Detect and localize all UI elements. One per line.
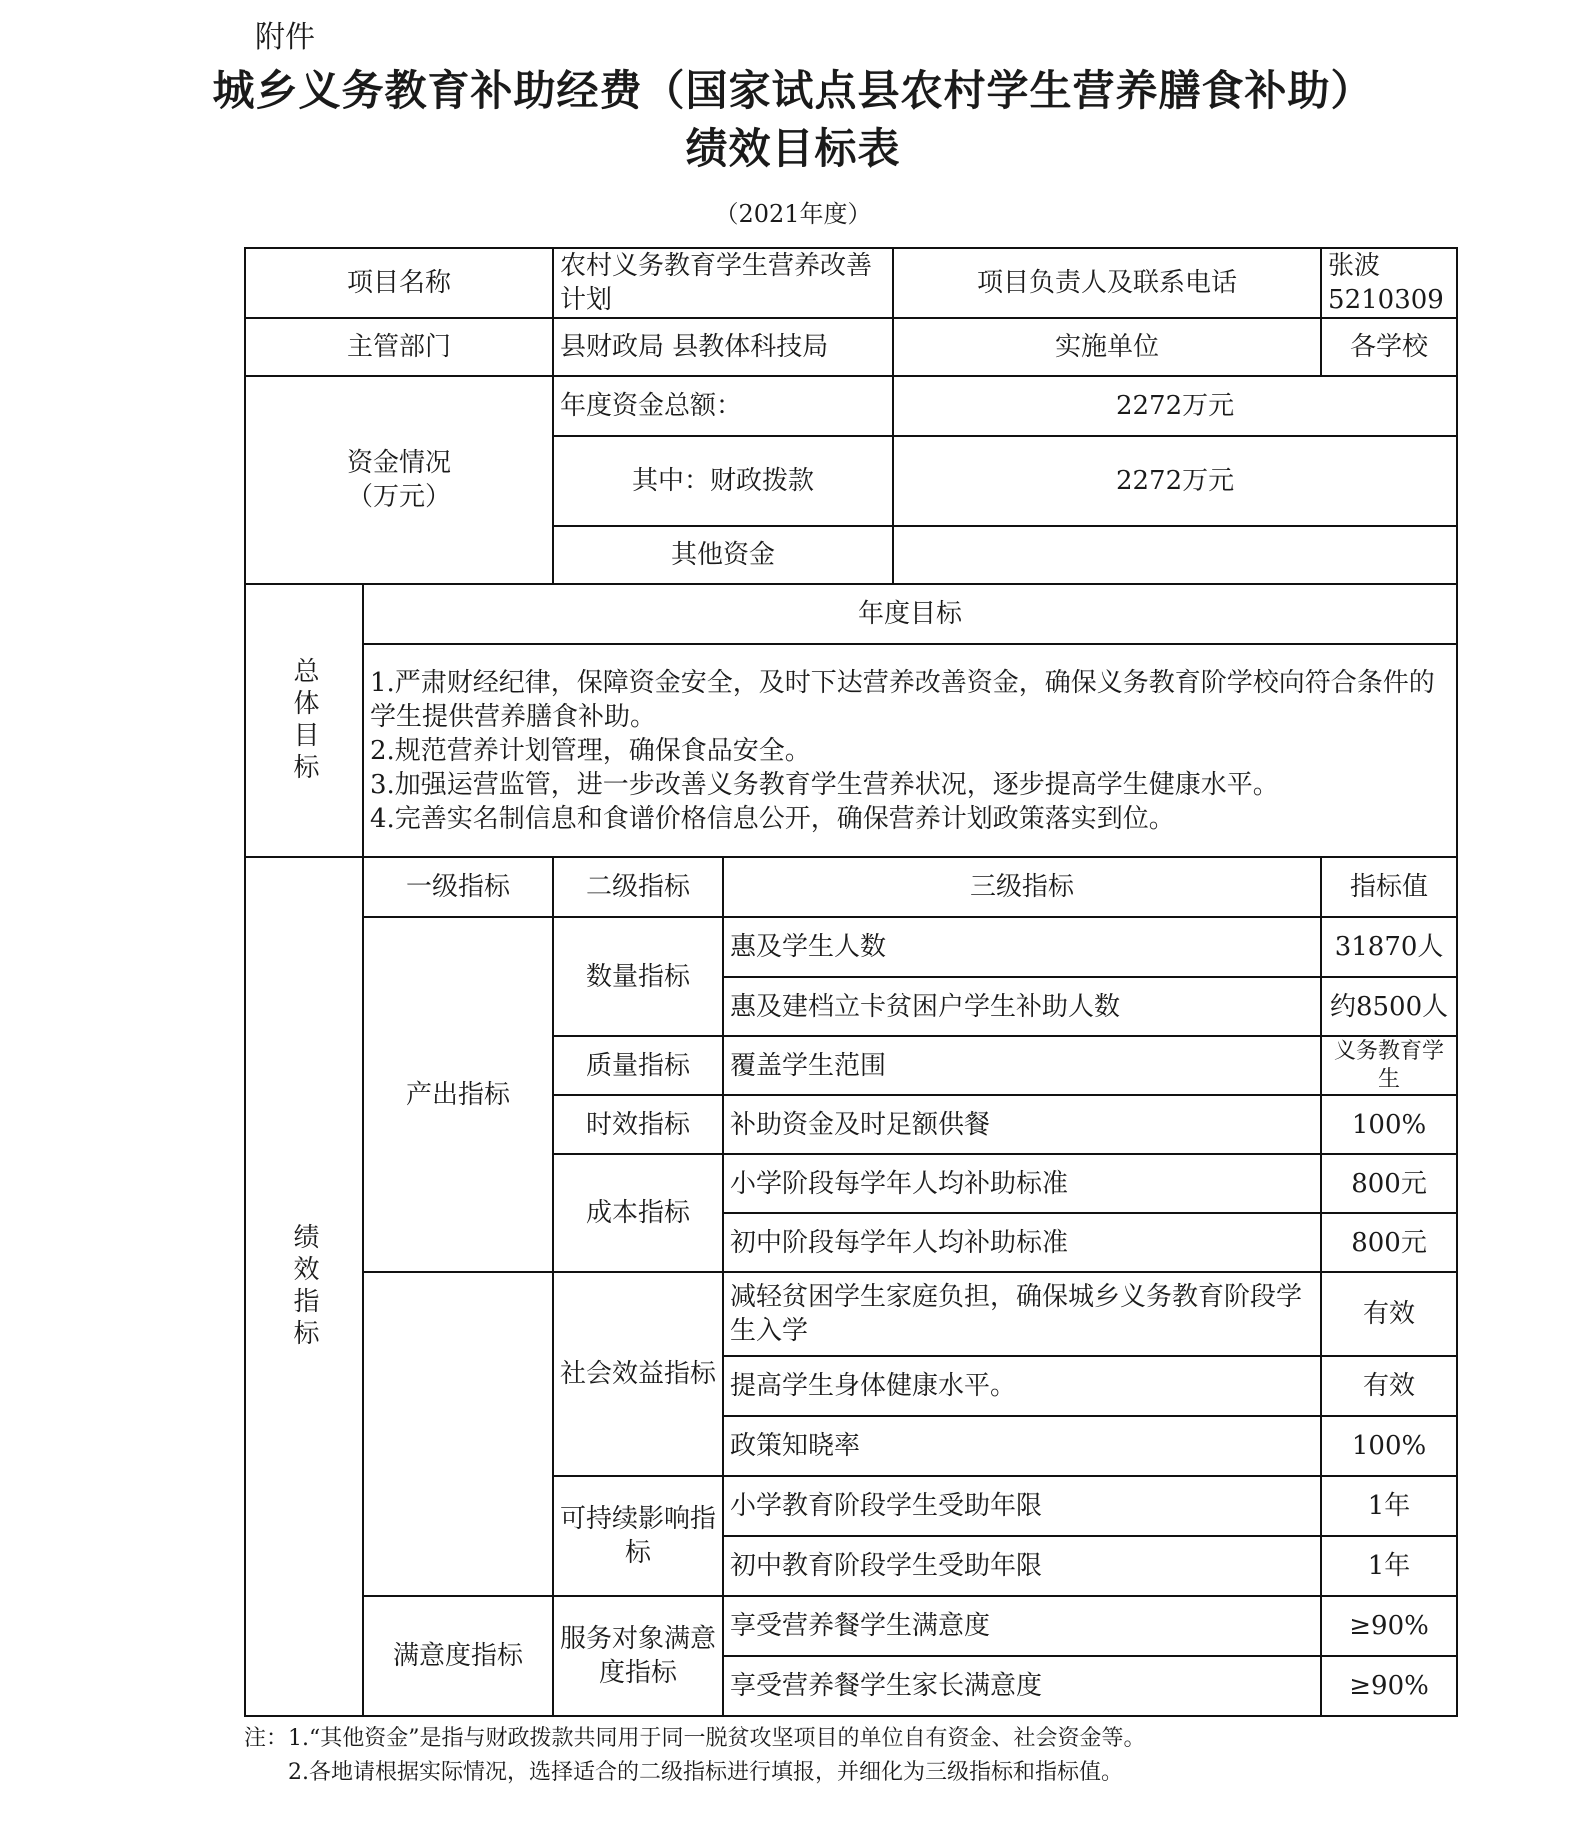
quantity-indicator: 数量指标 xyxy=(553,917,723,1036)
indicator-value: 1年 xyxy=(1321,1476,1457,1536)
indicator-value: 100% xyxy=(1321,1095,1457,1154)
project-name-label: 项目名称 xyxy=(245,248,553,318)
cost-indicator: 成本指标 xyxy=(553,1154,723,1272)
goals-content-row xyxy=(245,644,1457,857)
goals-header-row xyxy=(245,584,1457,644)
goal-item: 2.规范营养计划管理，确保食品安全。 xyxy=(370,735,811,766)
annual-goals-content xyxy=(363,644,1457,857)
funds-fiscal-label: 其中：财政拨款 xyxy=(553,436,893,526)
funds-total-row xyxy=(245,376,1457,436)
title-line-1: 城乡义务教育补助经费（国家试点县农村学生营养膳食补助） xyxy=(212,66,1374,115)
department-row xyxy=(245,318,1457,376)
fiscal-year: （2021年度） xyxy=(714,200,872,228)
funds-other-label: 其他资金 xyxy=(553,526,893,584)
project-name-value: 农村义务教育学生营养改善计划 xyxy=(553,248,893,318)
service-satisfaction-indicator: 服务对象满意度指标 xyxy=(553,1596,723,1716)
funds-unit: （万元） xyxy=(347,482,452,512)
level2-header: 二级指标 xyxy=(553,857,723,917)
performance-indicators-label: 绩效指标 xyxy=(245,857,363,1716)
level3-header: 三级指标 xyxy=(723,857,1321,917)
indicator-value: 有效 xyxy=(1321,1356,1457,1416)
indicator-name: 小学教育阶段学生受助年限 xyxy=(723,1476,1321,1536)
attachment-label: 附件 xyxy=(255,20,315,55)
footnote-1: 注：1.“其他资金”是指与财政拨款共同用于同一脱贫攻坚项目的单位自有资金、社会资金等。 xyxy=(244,1726,1146,1751)
indicator-name: 小学阶段每学年人均补助标准 xyxy=(723,1154,1321,1213)
annual-goals-header: 年度目标 xyxy=(363,584,1457,644)
indicator-name: 政策知晓率 xyxy=(723,1416,1321,1476)
funds-fiscal-value: 2272万元 xyxy=(893,436,1457,526)
indicator-value: 1年 xyxy=(1321,1536,1457,1596)
indicator-name: 减轻贫困学生家庭负担，确保城乡义务教育阶段学生入学 xyxy=(723,1272,1321,1356)
implementer-value: 各学校 xyxy=(1321,318,1457,376)
indicator-value: ≥90% xyxy=(1321,1596,1457,1656)
project-name-row xyxy=(245,248,1457,318)
indicator-value: 800元 xyxy=(1321,1213,1457,1272)
indicator-name: 惠及建档立卡贫困户学生补助人数 xyxy=(723,977,1321,1036)
value-header: 指标值 xyxy=(1321,857,1457,917)
indicators-header-row xyxy=(245,857,1457,917)
table-row xyxy=(245,917,1457,977)
satisfaction-indicator: 满意度指标 xyxy=(363,1596,553,1716)
overall-goals-label: 总体目标 xyxy=(245,584,363,857)
funds-other-value xyxy=(893,526,1457,584)
department-value: 县财政局 县教体科技局 xyxy=(553,318,893,376)
funds-total-label: 年度资金总额： xyxy=(553,376,893,436)
performance-target-table xyxy=(244,247,1458,1717)
project-owner-value: 张波 5210309 xyxy=(1321,248,1457,318)
indicator-value: 31870人 xyxy=(1321,917,1457,977)
social-benefit-indicator: 社会效益指标 xyxy=(553,1272,723,1476)
output-indicator: 产出指标 xyxy=(363,917,553,1272)
footnote-2: 2.各地请根据实际情况，选择适合的二级指标进行填报，并细化为三级指标和指标值。 xyxy=(288,1760,1123,1785)
implementer-label: 实施单位 xyxy=(893,318,1321,376)
indicator-name: 提高学生身体健康水平。 xyxy=(723,1356,1321,1416)
project-owner-label: 项目负责人及联系电话 xyxy=(893,248,1321,318)
indicator-name: 覆盖学生范围 xyxy=(723,1036,1321,1095)
indicator-name: 惠及学生人数 xyxy=(723,917,1321,977)
indicator-name: 初中阶段每学年人均补助标准 xyxy=(723,1213,1321,1272)
indicator-value: ≥90% xyxy=(1321,1656,1457,1716)
indicator-value: 100% xyxy=(1321,1416,1457,1476)
goal-item: 1.严肃财经纪律，保障资金安全，及时下达营养改善资金，确保义务教育阶学校向符合条件的学生提供营养膳食补助。 xyxy=(370,667,1435,732)
effect-indicator-blank xyxy=(363,1272,553,1596)
funds-label: 资金情况 xyxy=(347,448,452,478)
indicator-value: 有效 xyxy=(1321,1272,1457,1356)
funds-total-value: 2272万元 xyxy=(893,376,1457,436)
timeliness-indicator: 时效指标 xyxy=(553,1095,723,1154)
indicator-name: 补助资金及时足额供餐 xyxy=(723,1095,1321,1154)
goal-item: 3.加强运营监管，进一步改善义务教育学生营养状况，逐步提高学生健康水平。 xyxy=(370,769,1279,800)
indicator-value: 义务教育学生 xyxy=(1321,1036,1457,1095)
department-label: 主管部门 xyxy=(245,318,553,376)
table-row xyxy=(245,1272,1457,1356)
funds-label-cell xyxy=(245,376,553,584)
footnotes xyxy=(244,1722,1504,1790)
sustainability-indicator: 可持续影响指标 xyxy=(553,1476,723,1596)
indicator-value: 800元 xyxy=(1321,1154,1457,1213)
page-title xyxy=(0,62,1586,178)
table-row xyxy=(245,1596,1457,1656)
level1-header: 一级指标 xyxy=(363,857,553,917)
quality-indicator: 质量指标 xyxy=(553,1036,723,1095)
indicator-name: 享受营养餐学生家长满意度 xyxy=(723,1656,1321,1716)
indicator-value: 约8500人 xyxy=(1321,977,1457,1036)
indicator-name: 享受营养餐学生满意度 xyxy=(723,1596,1321,1656)
goal-item: 4.完善实名制信息和食谱价格信息公开，确保营养计划政策落实到位。 xyxy=(370,803,1175,834)
indicator-name: 初中教育阶段学生受助年限 xyxy=(723,1536,1321,1596)
title-line-2: 绩效目标表 xyxy=(685,124,901,173)
